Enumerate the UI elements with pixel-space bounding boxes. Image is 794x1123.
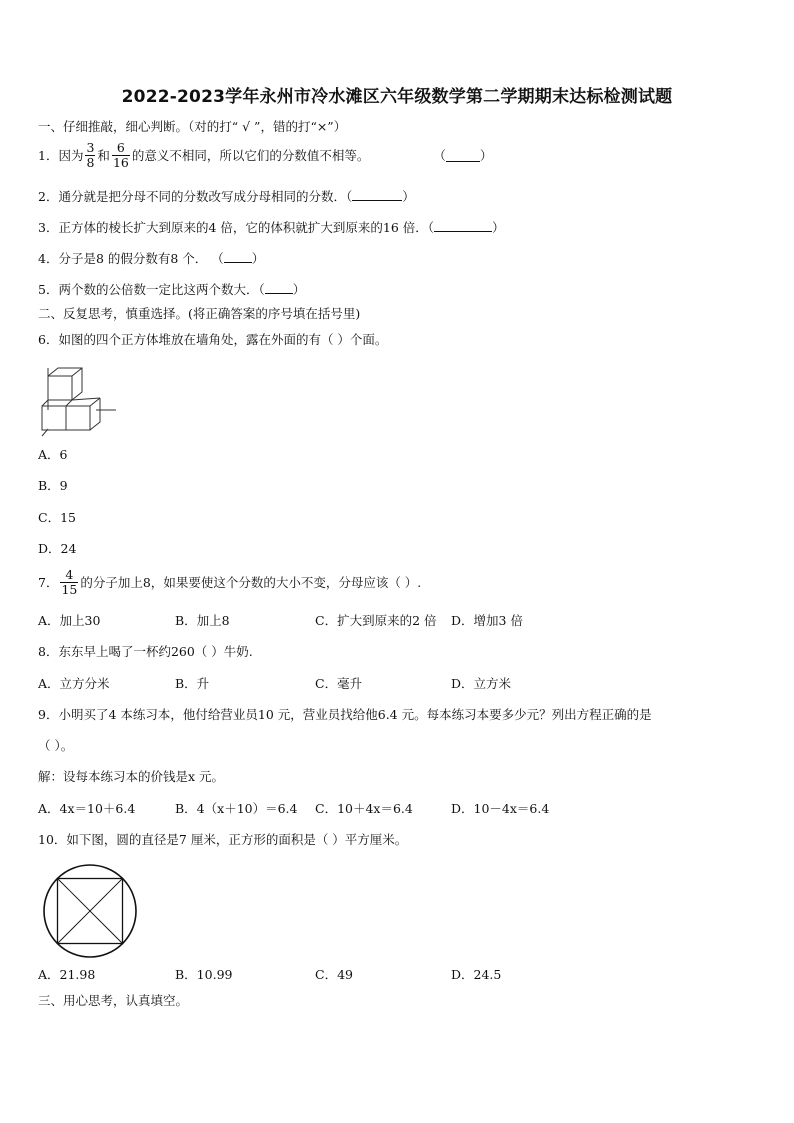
- q3-paren-close: ）: [492, 220, 505, 235]
- question-6-stem: 6．如图的四个正方体堆放在墙角处，露在外面的有（ ）个面。: [38, 332, 388, 347]
- q5-text: 5．两个数的公倍数一定比这两个数大．（: [38, 282, 265, 297]
- q7-option-a[interactable]: A．加上30: [38, 613, 101, 628]
- q1-post: 的意义不相同，所以它们的分数值不相等。: [131, 147, 370, 163]
- fraction-numerator: 6: [116, 140, 125, 155]
- q7-option-d[interactable]: D．增加3 倍: [451, 613, 523, 628]
- question-9-stem: 9．小明买了4 本练习本，他付给营业员10 元，营业员找给他6.4 元。每本练习本要多少元？列出方程正确的是: [38, 707, 652, 722]
- q6-option-d[interactable]: D．24: [38, 541, 77, 556]
- q1-mid: 和: [97, 147, 110, 163]
- fraction-numerator: 4: [65, 567, 74, 582]
- q10-option-a[interactable]: A．21.98: [38, 967, 96, 982]
- q7-option-c[interactable]: C．扩大到原来的2 倍: [315, 613, 437, 628]
- q1-answer-paren-close: ）: [479, 147, 493, 163]
- question-1: [38, 141, 492, 171]
- q9-solution-setup: 解：设每本练习本的价钱是x 元。: [38, 769, 225, 784]
- q3-text: 3．正方体的棱长扩大到原来的4 倍，它的体积就扩大到原来的16 倍．（: [38, 220, 435, 235]
- question-8-stem: 8．东东早上喝了一杯约260（ ）牛奶.: [38, 644, 253, 659]
- question-2: [38, 189, 415, 204]
- q2-text: 2．通分就是把分母不同的分数改写成分母相同的分数．（: [38, 189, 353, 204]
- fraction-denominator: 15: [61, 582, 78, 598]
- section3-heading: 三、用心思考，认真填空。: [38, 993, 189, 1008]
- q2-answer-blank[interactable]: [352, 189, 402, 201]
- q9-option-a[interactable]: A．4x＝10＋6.4: [38, 801, 136, 816]
- fraction-denominator: 16: [112, 155, 129, 171]
- q6-option-c[interactable]: C．15: [38, 510, 76, 525]
- q4-answer-blank[interactable]: [224, 251, 252, 263]
- q7-option-b[interactable]: B．加上8: [175, 613, 230, 628]
- question-9-stem-continued: （ ）。: [38, 738, 74, 753]
- q1-fraction-b: [112, 141, 130, 171]
- q7-number: 7．: [38, 574, 59, 590]
- q7-fraction: [60, 568, 78, 598]
- q5-answer-blank[interactable]: [265, 282, 293, 294]
- q7-post: 的分子加上8，如果要使这个分数的大小不变，分母应该（ ）.: [80, 574, 422, 590]
- q1-pre: 因为: [58, 147, 84, 163]
- question-5: [38, 282, 305, 297]
- q5-paren-close: ）: [292, 282, 306, 297]
- page-title: 2022-2023学年永州市冷水滩区六年级数学第二学期期末达标检测试题: [121, 87, 673, 107]
- circle-inscribed-square-figure: [41, 862, 139, 960]
- question-7-stem: [38, 568, 421, 598]
- q1-number: 1．: [38, 147, 59, 163]
- question-4: [38, 251, 264, 266]
- q8-option-d[interactable]: D．立方米: [451, 676, 512, 691]
- fraction-denominator: 8: [86, 155, 95, 171]
- q3-answer-blank[interactable]: [434, 220, 492, 232]
- q1-answer-paren-open: （: [433, 147, 446, 163]
- q10-option-d[interactable]: D．24.5: [451, 967, 502, 982]
- q1-answer-blank[interactable]: [446, 150, 480, 162]
- q6-option-a[interactable]: A．6: [38, 447, 68, 462]
- q9-option-d[interactable]: D．10－4x＝6.4: [451, 801, 550, 816]
- q9-option-b[interactable]: B．4（x＋10）＝6.4: [175, 801, 298, 816]
- q4-text: 4．分子是8 的假分数有8 个． （: [38, 251, 224, 266]
- q1-fraction-a: [85, 141, 95, 171]
- question-3: [38, 220, 505, 235]
- q10-option-b[interactable]: B．10.99: [175, 967, 233, 982]
- section1-heading: 一、仔细推敲，细心判断。（对的打“ √ ”，错的打“×”）: [38, 119, 347, 134]
- q9-option-c[interactable]: C．10＋4x＝6.4: [315, 801, 413, 816]
- q2-paren-close: ）: [402, 189, 415, 204]
- q10-option-c[interactable]: C．49: [315, 967, 353, 982]
- section2-heading: 二、反复思考，慎重选择。(将正确答案的序号填在括号里): [38, 306, 361, 321]
- question-10-stem: 10．如下图，圆的直径是7 厘米，正方形的面积是（ ）平方厘米。: [38, 832, 408, 847]
- q8-option-b[interactable]: B．升: [175, 676, 210, 691]
- fraction-numerator: 3: [86, 140, 95, 155]
- q6-option-b[interactable]: B．9: [38, 478, 68, 493]
- q8-option-a[interactable]: A．立方分米: [38, 676, 110, 691]
- q4-paren-close: ）: [251, 251, 265, 266]
- stacked-cubes-figure: [36, 366, 120, 440]
- q8-option-c[interactable]: C．毫升: [315, 676, 363, 691]
